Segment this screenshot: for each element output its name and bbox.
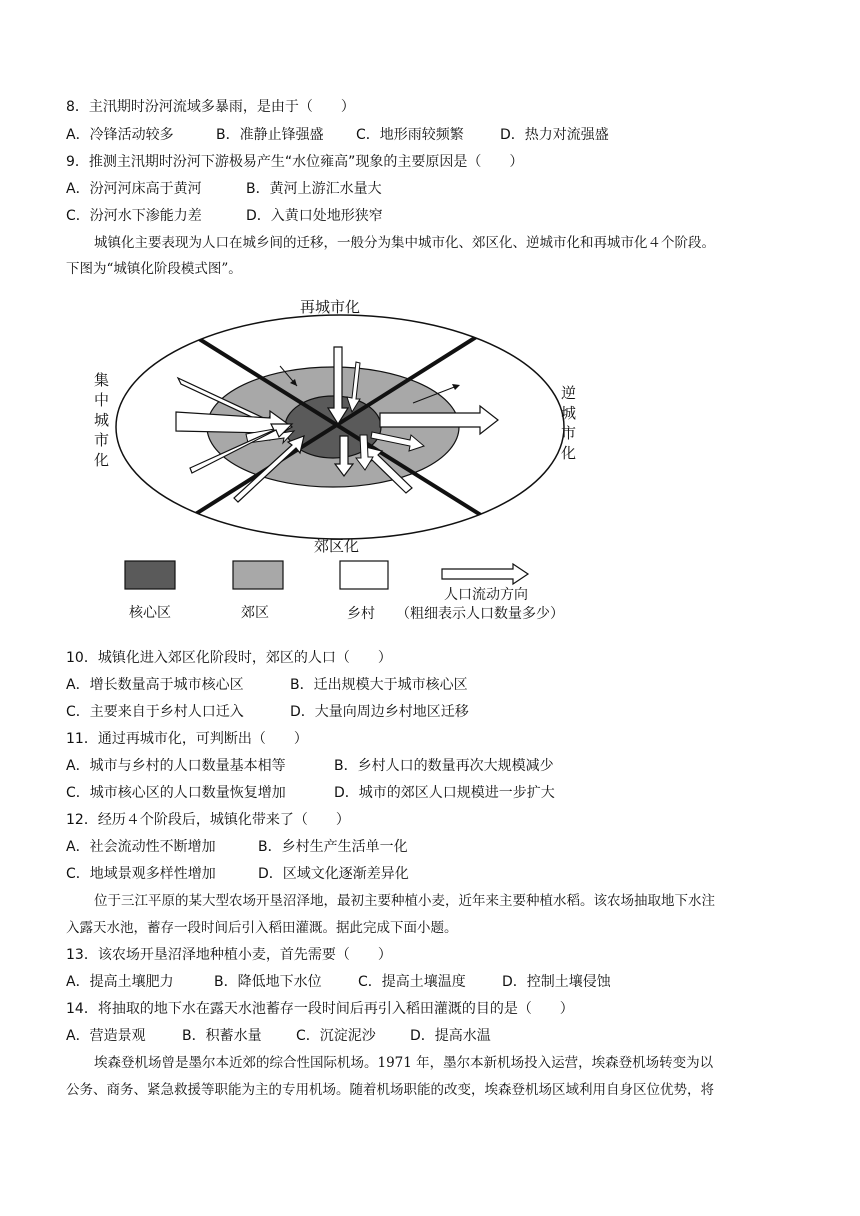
q14-option-c: C．沉淀泥沙 <box>296 1028 376 1044</box>
question-13-stem: 13．该农场开垦沼泽地种植小麦，首先需要（ ） <box>66 947 392 963</box>
label-concentrated-2: 中 <box>94 391 110 409</box>
label-counter-3: 市 <box>561 424 577 442</box>
passage-airport-line2: 公务、商务、紧急救援等职能为主的专用机场。随着机场职能的改变，埃森登机场区域利用自身区位优势，将 <box>66 1082 714 1098</box>
q14-option-d: D．提高水温 <box>410 1028 491 1044</box>
q10-option-d: D．大量向周边乡村地区迁移 <box>290 704 469 720</box>
q10-option-c: C．主要来自于乡村人口迁入 <box>66 704 244 720</box>
question-8-stem: 8．主汛期时汾河流域多暴雨，是由于（ ） <box>66 99 355 115</box>
q11-option-b: B．乡村人口的数量再次大规模减少 <box>334 758 554 774</box>
label-reurbanization: 再城市化 <box>300 298 361 316</box>
legend-suburb-label: 郊区 <box>241 605 269 621</box>
q8-option-a: A．冷锋活动较多 <box>66 127 174 143</box>
legend-core-label: 核心区 <box>129 605 171 621</box>
legend-rural-label: 乡村 <box>347 606 375 622</box>
question-14-stem: 14．将抽取的地下水在露天水池蓄存一段时间后再引入稻田灌溉的目的是（ ） <box>66 1001 574 1017</box>
label-concentrated-4: 市 <box>94 431 110 449</box>
q12-option-a: A．社会流动性不断增加 <box>66 839 216 855</box>
label-counter-2: 城 <box>561 404 577 422</box>
q9-option-a: A．汾河河床高于黄河 <box>66 181 202 197</box>
label-concentrated-5: 化 <box>94 451 110 469</box>
label-concentrated-3: 城 <box>94 411 110 429</box>
urbanization-stage-diagram <box>80 290 620 635</box>
legend-arrow-label-2: （粗细表示人口数量多少） <box>396 606 564 622</box>
legend-flow-arrow <box>442 564 528 584</box>
q13-option-c: C．提高土壤温度 <box>358 974 466 990</box>
legend-suburb-swatch <box>233 561 283 589</box>
q10-option-b: B．迁出规模大于城市核心区 <box>290 677 468 693</box>
q13-option-a: A．提高土壤肥力 <box>66 974 174 990</box>
q12-option-b: B．乡村生产生活单一化 <box>258 839 408 855</box>
question-12-stem: 12．经历４个阶段后，城镇化带来了（ ） <box>66 812 350 828</box>
q9-option-d: D．入黄口处地形狭窄 <box>246 208 383 224</box>
q8-option-b: B．准静止锋强盛 <box>216 127 324 143</box>
passage-urbanization-line2: 下图为“城镇化阶段模式图”。 <box>66 261 242 277</box>
question-10-stem: 10．城镇化进入郊区化阶段时，郊区的人口（ ） <box>66 650 392 666</box>
q14-option-a: A．营造景观 <box>66 1028 146 1044</box>
question-9-stem: 9．推测主汛期时汾河下游极易产生“水位雍高”现象的主要原因是（ ） <box>66 154 524 170</box>
label-counter-1: 逆 <box>561 384 577 402</box>
passage-farm-line1: 位于三江平原的某大型农场开垦沼泽地，最初主要种植小麦，近年来主要种植水稻。该农场抽取地下水注 <box>94 893 715 909</box>
q10-option-a: A．增长数量高于城市核心区 <box>66 677 244 693</box>
legend-rural-swatch <box>340 561 388 589</box>
q11-option-d: D．城市的郊区人口规模进一步扩大 <box>334 785 555 801</box>
q12-option-d: D．区域文化逐渐差异化 <box>258 866 409 882</box>
legend-core-swatch <box>125 561 175 589</box>
passage-farm-line2: 入露天水池，蓄存一段时间后引入稻田灌溉。据此完成下面小题。 <box>66 920 458 936</box>
q9-option-c: C．汾河水下渗能力差 <box>66 208 202 224</box>
passage-urbanization-line1: 城镇化主要表现为人口在城乡间的迁移，一般分为集中城市化、郊区化、逆城市化和再城市化４个阶段。 <box>94 235 715 251</box>
legend-arrow-label-1: 人口流动方向 <box>444 587 528 603</box>
passage-airport-line1: 埃森登机场曾是墨尔本近郊的综合性国际机场。1971 年，墨尔本新机场投入运营，埃森登机场转变为以 <box>94 1055 714 1071</box>
q11-option-c: C．城市核心区的人口数量恢复增加 <box>66 785 286 801</box>
q9-option-b: B．黄河上游汇水量大 <box>246 181 382 197</box>
label-counter-4: 化 <box>561 444 577 462</box>
q12-option-c: C．地域景观多样性增加 <box>66 866 216 882</box>
q13-option-d: D．控制土壤侵蚀 <box>502 974 611 990</box>
q8-option-d: D．热力对流强盛 <box>500 127 609 143</box>
q13-option-b: B．降低地下水位 <box>214 974 322 990</box>
question-11-stem: 11．通过再城市化，可判断出（ ） <box>66 731 308 747</box>
q8-option-c: C．地形雨较频繁 <box>356 127 464 143</box>
label-concentrated-1: 集 <box>94 371 110 389</box>
label-suburbanization: 郊区化 <box>314 537 360 555</box>
q11-option-a: A．城市与乡村的人口数量基本相等 <box>66 758 286 774</box>
q14-option-b: B．积蓄水量 <box>182 1028 262 1044</box>
